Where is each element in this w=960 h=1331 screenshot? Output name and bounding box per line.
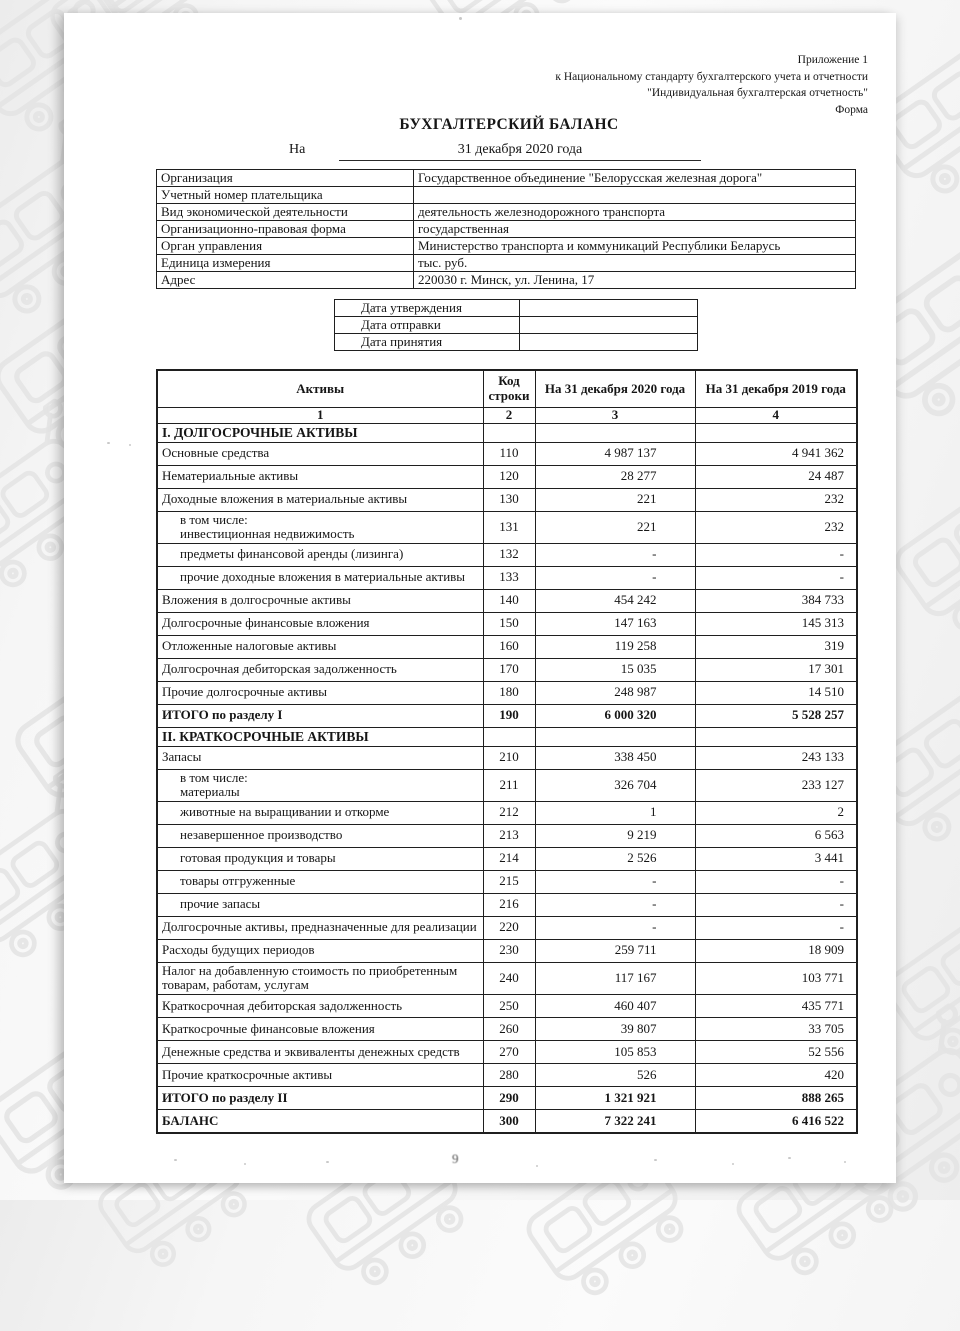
code-cell: 210	[483, 746, 535, 769]
table-row	[157, 589, 857, 612]
code-cell: 220	[483, 916, 535, 939]
year-2020-column-header: На 31 декабря 2020 года	[535, 370, 695, 408]
code-cell: 160	[483, 635, 535, 658]
appendix-note	[555, 52, 868, 118]
value-2019-cell: 2	[695, 801, 857, 824]
table-row	[157, 824, 857, 847]
asset-label-cell: Расходы будущих периодов	[157, 939, 483, 962]
code-cell: 170	[483, 658, 535, 681]
date-row	[335, 300, 698, 317]
appendix-line: к Национальному стандарту бухгалтерского учета и отчетности	[555, 70, 868, 83]
asset-label-cell: Доходные вложения в материальные активы	[157, 488, 483, 511]
value-2020-cell	[535, 727, 695, 746]
value-2019-cell: 888 265	[695, 1086, 857, 1109]
value-2019-cell: -	[695, 566, 857, 589]
code-column-header: Код строки	[483, 370, 535, 408]
value-2019-cell: 6 563	[695, 824, 857, 847]
table-row	[157, 769, 857, 801]
code-cell: 216	[483, 893, 535, 916]
date-row-value	[520, 334, 698, 351]
value-2020-cell: 326 704	[535, 769, 695, 801]
value-2020-cell: 147 163	[535, 612, 695, 635]
value-2019-cell: 103 771	[695, 962, 857, 994]
value-2020-cell: 526	[535, 1063, 695, 1086]
value-2020-cell: 454 242	[535, 589, 695, 612]
table-row	[157, 1040, 857, 1063]
scan-speck	[129, 444, 131, 446]
column-number: 4	[695, 408, 857, 424]
value-2019-cell: -	[695, 916, 857, 939]
code-cell: 180	[483, 681, 535, 704]
date-row-label: Дата принятия	[335, 334, 520, 351]
section-label-cell: II. КРАТКОСРОЧНЫЕ АКТИВЫ	[157, 727, 483, 746]
code-cell: 120	[483, 465, 535, 488]
column-number-row	[157, 408, 857, 424]
org-info-row	[157, 255, 856, 272]
asset-label-cell: Отложенные налоговые активы	[157, 635, 483, 658]
asset-label-cell: Краткосрочные финансовые вложения	[157, 1017, 483, 1040]
asset-label-line: инвестиционная недвижимость	[180, 526, 355, 542]
asset-label-cell: Долгосрочные финансовые вложения	[157, 612, 483, 635]
date-row	[335, 317, 698, 334]
section-label-cell: I. ДОЛГОСРОЧНЫЕ АКТИВЫ	[157, 423, 483, 442]
table-row	[157, 893, 857, 916]
date-row	[335, 334, 698, 351]
asset-label-cell: Основные средства	[157, 442, 483, 465]
balance-header-row	[157, 370, 857, 408]
code-cell	[483, 423, 535, 442]
table-row	[157, 847, 857, 870]
asset-label-cell: Денежные средства и эквиваленты денежных средств	[157, 1040, 483, 1063]
value-2019-cell: 6 416 522	[695, 1109, 857, 1133]
code-cell: 213	[483, 824, 535, 847]
asset-label-cell: Нематериальные активы	[157, 465, 483, 488]
table-row	[157, 566, 857, 589]
org-info-value	[414, 187, 856, 204]
table-row	[157, 635, 857, 658]
table-row	[157, 704, 857, 727]
value-2020-cell: 15 035	[535, 658, 695, 681]
dates-table	[334, 299, 698, 351]
table-row	[157, 1086, 857, 1109]
table-row	[157, 681, 857, 704]
code-cell: 300	[483, 1109, 535, 1133]
value-2020-cell: -	[535, 543, 695, 566]
table-row	[157, 1109, 857, 1133]
asset-label-cell: Краткосрочная дебиторская задолженность	[157, 994, 483, 1017]
value-2020-cell: 6 000 320	[535, 704, 695, 727]
org-info-value: государственная	[414, 221, 856, 238]
code-cell: 260	[483, 1017, 535, 1040]
table-row	[157, 994, 857, 1017]
value-2020-cell: 9 219	[535, 824, 695, 847]
table-row	[157, 658, 857, 681]
org-info-label: Организация	[157, 170, 414, 187]
value-2019-cell: -	[695, 893, 857, 916]
document-title: БУХГАЛТЕРСКИЙ БАЛАНС	[399, 116, 619, 133]
value-2019-cell: 420	[695, 1063, 857, 1086]
code-cell: 140	[483, 589, 535, 612]
asset-label-cell	[157, 769, 483, 801]
code-cell: 250	[483, 994, 535, 1017]
value-2019-cell: 435 771	[695, 994, 857, 1017]
org-info-table	[156, 169, 856, 289]
code-cell: 211	[483, 769, 535, 801]
value-2020-cell	[535, 423, 695, 442]
org-info-label: Единица измерения	[157, 255, 414, 272]
value-2020-cell: 2 526	[535, 847, 695, 870]
org-info-label: Орган управления	[157, 238, 414, 255]
org-info-row	[157, 238, 856, 255]
org-info-label: Организационно-правовая форма	[157, 221, 414, 238]
org-info-value: Государственное объединение "Белорусская железная дорога"	[414, 170, 856, 187]
asset-label-line: материалы	[180, 784, 240, 800]
value-2020-cell: -	[535, 566, 695, 589]
code-cell: 130	[483, 488, 535, 511]
scan-speck	[174, 1159, 177, 1161]
value-2020-cell: 259 711	[535, 939, 695, 962]
document-page	[64, 13, 896, 1183]
table-row	[157, 442, 857, 465]
table-row	[157, 511, 857, 543]
date-row-label: Дата отправки	[335, 317, 520, 334]
asset-label-cell: Налог на добавленную стоимость по приобретенным товарам, работам, услугам	[157, 962, 483, 994]
asset-label-cell: товары отгруженные	[157, 870, 483, 893]
table-row	[157, 870, 857, 893]
column-number: 1	[157, 408, 483, 424]
code-cell: 230	[483, 939, 535, 962]
appendix-line: "Индивидуальная бухгалтерская отчетность"	[647, 87, 868, 99]
asset-label-cell: Долгосрочная дебиторская задолженность	[157, 658, 483, 681]
column-number: 3	[535, 408, 695, 424]
value-2020-cell: 248 987	[535, 681, 695, 704]
value-2019-cell: 319	[695, 635, 857, 658]
org-info-value: 220030 г. Минск, ул. Ленина, 17	[414, 272, 856, 289]
section-row	[157, 423, 857, 442]
value-2020-cell: 119 258	[535, 635, 695, 658]
footer-page-mark: 9	[452, 1151, 459, 1166]
org-info-value: деятельность железнодорожного транспорта	[414, 204, 856, 221]
value-2020-cell: 1 321 921	[535, 1086, 695, 1109]
code-cell: 212	[483, 801, 535, 824]
appendix-line: Форма	[835, 103, 868, 116]
asset-label-cell: Прочие краткосрочные активы	[157, 1063, 483, 1086]
asset-label-cell: ИТОГО по разделу I	[157, 704, 483, 727]
asset-label-cell: животные на выращивании и откорме	[157, 801, 483, 824]
org-info-row	[157, 221, 856, 238]
table-row	[157, 488, 857, 511]
section-row	[157, 727, 857, 746]
asset-label-cell: Долгосрочные активы, предназначенные для реализации	[157, 916, 483, 939]
value-2020-cell: 221	[535, 488, 695, 511]
assets-column-header: Активы	[157, 370, 483, 408]
value-2019-cell: 52 556	[695, 1040, 857, 1063]
value-2019-cell: 5 528 257	[695, 704, 857, 727]
value-2019-cell: -	[695, 870, 857, 893]
date-prefix-label: На	[289, 142, 306, 157]
org-info-label: Вид экономической деятельности	[157, 204, 414, 221]
value-2020-cell: 1	[535, 801, 695, 824]
report-date-value: 31 декабря 2020 года	[339, 142, 701, 161]
value-2020-cell: 7 322 241	[535, 1109, 695, 1133]
table-row	[157, 1017, 857, 1040]
value-2019-cell: 33 705	[695, 1017, 857, 1040]
asset-label-cell: прочие запасы	[157, 893, 483, 916]
scan-speck	[459, 17, 462, 20]
appendix-line: Приложение 1	[797, 54, 868, 66]
code-cell: 240	[483, 962, 535, 994]
code-cell: 150	[483, 612, 535, 635]
value-2020-cell: 338 450	[535, 746, 695, 769]
scan-speck	[654, 1159, 657, 1161]
scan-speck	[844, 1161, 846, 1163]
date-row-value	[520, 317, 698, 334]
value-2019-cell: 243 133	[695, 746, 857, 769]
code-cell: 215	[483, 870, 535, 893]
org-info-row	[157, 170, 856, 187]
table-row	[157, 962, 857, 994]
balance-table	[156, 369, 858, 1134]
asset-label-line: в том числе:	[180, 511, 248, 527]
code-cell: 131	[483, 511, 535, 543]
table-row	[157, 465, 857, 488]
report-date-line	[64, 142, 896, 162]
value-2019-cell: 17 301	[695, 658, 857, 681]
value-2019-cell: 18 909	[695, 939, 857, 962]
value-2019-cell: -	[695, 543, 857, 566]
asset-label-cell: готовая продукция и товары	[157, 847, 483, 870]
scan-speck	[326, 1161, 329, 1163]
value-2019-cell: 24 487	[695, 465, 857, 488]
table-row	[157, 916, 857, 939]
value-2020-cell: -	[535, 893, 695, 916]
asset-label-cell: Вложения в долгосрочные активы	[157, 589, 483, 612]
code-cell	[483, 727, 535, 746]
org-info-value: Министерство транспорта и коммуникаций Республики Беларусь	[414, 238, 856, 255]
scan-speck	[244, 1163, 246, 1165]
value-2020-cell: -	[535, 870, 695, 893]
value-2020-cell: 117 167	[535, 962, 695, 994]
code-cell: 133	[483, 566, 535, 589]
value-2019-cell: 3 441	[695, 847, 857, 870]
org-info-label: Учетный номер плательщика	[157, 187, 414, 204]
asset-label-cell: Запасы	[157, 746, 483, 769]
asset-label-cell: прочие доходные вложения в материальные активы	[157, 566, 483, 589]
asset-label-cell: незавершенное производство	[157, 824, 483, 847]
value-2020-cell: 39 807	[535, 1017, 695, 1040]
scan-speck	[536, 1165, 538, 1167]
value-2019-cell: 145 313	[695, 612, 857, 635]
value-2020-cell: 28 277	[535, 465, 695, 488]
code-cell: 214	[483, 847, 535, 870]
table-row	[157, 1063, 857, 1086]
asset-label-cell: предметы финансовой аренды (лизинга)	[157, 543, 483, 566]
org-info-row	[157, 272, 856, 289]
value-2019-cell: 232	[695, 488, 857, 511]
code-cell: 280	[483, 1063, 535, 1086]
column-number: 2	[483, 408, 535, 424]
table-row	[157, 612, 857, 635]
code-cell: 132	[483, 543, 535, 566]
value-2019-cell	[695, 727, 857, 746]
table-row	[157, 746, 857, 769]
year-2019-column-header: На 31 декабря 2019 года	[695, 370, 857, 408]
org-info-label: Адрес	[157, 272, 414, 289]
value-2019-cell: 233 127	[695, 769, 857, 801]
date-row-value	[520, 300, 698, 317]
table-row	[157, 801, 857, 824]
asset-label-cell: ИТОГО по разделу II	[157, 1086, 483, 1109]
asset-label-cell: БАЛАНС	[157, 1109, 483, 1133]
value-2019-cell: 232	[695, 511, 857, 543]
value-2019-cell: 14 510	[695, 681, 857, 704]
org-info-value: тыс. руб.	[414, 255, 856, 272]
code-cell: 110	[483, 442, 535, 465]
value-2020-cell: 221	[535, 511, 695, 543]
asset-label-cell: Прочие долгосрочные активы	[157, 681, 483, 704]
value-2020-cell: 460 407	[535, 994, 695, 1017]
date-row-label: Дата утверждения	[335, 300, 520, 317]
code-cell: 290	[483, 1086, 535, 1109]
org-info-row	[157, 187, 856, 204]
scan-speck	[732, 1163, 734, 1165]
scan-speck	[107, 442, 110, 444]
value-2019-cell: 384 733	[695, 589, 857, 612]
scan-speck	[788, 1157, 791, 1159]
asset-label-cell	[157, 511, 483, 543]
code-cell: 190	[483, 704, 535, 727]
value-2019-cell: 4 941 362	[695, 442, 857, 465]
table-row	[157, 939, 857, 962]
table-row	[157, 543, 857, 566]
value-2020-cell: 4 987 137	[535, 442, 695, 465]
org-info-row	[157, 204, 856, 221]
value-2019-cell	[695, 423, 857, 442]
value-2020-cell: -	[535, 916, 695, 939]
asset-label-line: в том числе:	[180, 769, 248, 785]
value-2020-cell: 105 853	[535, 1040, 695, 1063]
code-cell: 270	[483, 1040, 535, 1063]
